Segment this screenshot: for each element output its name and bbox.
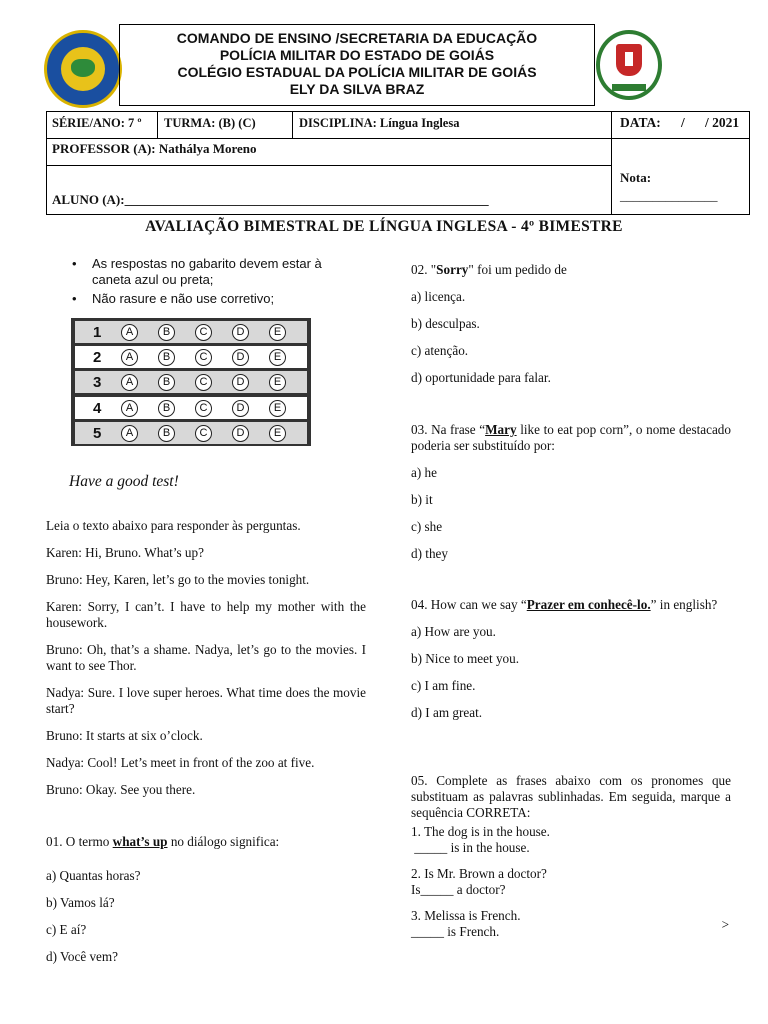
- rule-item: • Não rasure e não use corretivo;: [66, 291, 346, 307]
- item-3-sentence: 3. Melissa is French.: [411, 908, 521, 923]
- grade-label: Nota:: [620, 170, 652, 185]
- item-3-blank[interactable]: _____ is French.: [411, 924, 500, 939]
- answer-bubble[interactable]: D: [232, 324, 249, 341]
- question-02: [411, 262, 731, 386]
- answer-row-number: 4: [93, 399, 102, 417]
- question-04-prompt: 04. How can we say “Prazer em conhecê-lo.” in english?: [411, 597, 718, 612]
- dialogue-line: Bruno: It starts at six o’clock.: [46, 728, 203, 743]
- item-2: [411, 866, 731, 898]
- serie-label: SÉRIE/ANO: 7 º: [52, 116, 142, 130]
- disciplina-cell: [292, 111, 612, 139]
- item-2-sentence: 2. Is Mr. Brown a doctor?: [411, 866, 547, 881]
- reading-section: [46, 518, 366, 798]
- answer-bubble[interactable]: B: [158, 324, 175, 341]
- answer-row-number: 2: [93, 348, 102, 366]
- dialogue-line: Nadya: Sure. I love super heroes. What time does the movie start?: [46, 685, 366, 716]
- answer-bubble[interactable]: B: [158, 400, 175, 417]
- aluno-cell: [46, 165, 612, 215]
- answer-row-number: 5: [93, 424, 102, 442]
- answer-bubble[interactable]: E: [269, 425, 286, 442]
- answer-bubble[interactable]: B: [158, 374, 175, 391]
- rules-list: [66, 256, 346, 310]
- answer-bubble[interactable]: C: [195, 425, 212, 442]
- question-05: [411, 773, 731, 940]
- highlighted-term: what’s up: [112, 834, 168, 849]
- question-01: [46, 834, 366, 965]
- option-b[interactable]: b) desculpas.: [411, 316, 480, 331]
- answer-bubble[interactable]: B: [158, 425, 175, 442]
- answer-row-number: 3: [93, 373, 102, 391]
- school-header: [119, 24, 595, 106]
- header-line-2: POLÍCIA MILITAR DO ESTADO DE GOIÁS: [219, 47, 495, 63]
- good-test-note: Have a good test!: [69, 473, 179, 490]
- answer-bubble[interactable]: D: [232, 425, 249, 442]
- answer-bubble[interactable]: E: [269, 324, 286, 341]
- grade-field[interactable]: _______________: [620, 188, 718, 203]
- dialogue-line: Karen: Sorry, I can’t. I have to help my mother with the housework.: [46, 599, 366, 630]
- option-d[interactable]: d) I am great.: [411, 705, 483, 720]
- school-crest-logo: [596, 30, 662, 100]
- highlighted-term: Prazer em conhecê-lo.: [526, 597, 651, 612]
- turma-label: TURMA: (B) (C): [164, 116, 256, 130]
- question-03-prompt: 03. Na frase “Mary like to eat pop corn”, o nome destacado poderia ser substituído por:: [411, 422, 731, 453]
- option-b[interactable]: b) it: [411, 492, 433, 507]
- answer-bubble[interactable]: A: [121, 349, 138, 366]
- data-cell: [611, 111, 750, 139]
- header-line-3: COLÉGIO ESTADUAL DA POLÍCIA MILITAR DE GOIÁS: [177, 64, 537, 80]
- item-1: [411, 824, 731, 856]
- highlighted-term: Sorry: [436, 262, 469, 277]
- answer-bubble[interactable]: C: [195, 324, 212, 341]
- professor-label: PROFESSOR (A): Nathálya Moreno: [52, 141, 257, 156]
- answer-row: [75, 346, 307, 368]
- serie-cell: [46, 111, 158, 139]
- item-1-sentence: 1. The dog is in the house.: [411, 824, 550, 839]
- answer-row: [75, 321, 307, 343]
- question-04: [411, 597, 731, 721]
- question-01-prompt: 01. O termo what’s up no diálogo significa:: [46, 834, 280, 849]
- disciplina-label: DISCIPLINA: Língua Inglesa: [299, 116, 460, 130]
- option-b[interactable]: b) Nice to meet you.: [411, 651, 520, 666]
- turma-cell: [157, 111, 293, 139]
- answer-bubble[interactable]: D: [232, 400, 249, 417]
- answer-row-number: 1: [93, 323, 102, 341]
- rule-item: • As respostas no gabarito devem estar à caneta azul ou preta;: [66, 256, 346, 288]
- option-a[interactable]: a) Quantas horas?: [46, 868, 141, 883]
- answer-bubble[interactable]: E: [269, 349, 286, 366]
- reading-intro: Leia o texto abaixo para responder às perguntas.: [46, 518, 301, 533]
- item-2-blank[interactable]: Is_____ a doctor?: [411, 882, 506, 897]
- option-d[interactable]: d) Você vem?: [46, 949, 119, 964]
- police-seal-logo: [44, 30, 122, 108]
- answer-bubble[interactable]: E: [269, 400, 286, 417]
- header-line-1: COMANDO DE ENSINO /SECRETARIA DA EDUCAÇÃO: [176, 30, 538, 46]
- dialogue-line: Karen: Hi, Bruno. What’s up?: [46, 545, 204, 560]
- answer-bubble[interactable]: A: [121, 324, 138, 341]
- question-05-prompt: 05. Complete as frases abaixo com os pronomes que substituam as palavras sublinhadas. Em seguida, marque a sequência CORRETA:: [411, 773, 731, 820]
- option-a[interactable]: a) licença.: [411, 289, 466, 304]
- option-c[interactable]: c) atenção.: [411, 343, 469, 358]
- answer-bubble[interactable]: E: [269, 374, 286, 391]
- question-02-prompt: 02. "Sorry" foi um pedido de: [411, 262, 567, 277]
- option-c[interactable]: c) E aí?: [46, 922, 87, 937]
- option-c[interactable]: c) she: [411, 519, 443, 534]
- next-page-arrow: >: [721, 917, 729, 932]
- professor-cell: [46, 138, 612, 166]
- highlighted-term: Mary: [485, 422, 517, 437]
- answer-grid: [71, 318, 311, 446]
- option-a[interactable]: a) he: [411, 465, 437, 480]
- dialogue-line: Bruno: Hey, Karen, let’s go to the movies tonight.: [46, 572, 310, 587]
- option-d[interactable]: d) oportunidade para falar.: [411, 370, 551, 385]
- dialogue-line: Nadya: Cool! Let’s meet in front of the zoo at five.: [46, 755, 315, 770]
- item-1-blank[interactable]: _____ is in the house.: [411, 840, 530, 855]
- student-name-field[interactable]: ALUNO (A):________________________________________________________: [52, 192, 489, 207]
- answer-bubble[interactable]: C: [195, 349, 212, 366]
- answer-row: [75, 397, 307, 419]
- answer-row: [75, 371, 307, 393]
- answer-bubble[interactable]: D: [232, 374, 249, 391]
- seal-emblem-icon: [61, 47, 105, 91]
- answer-bubble[interactable]: C: [195, 374, 212, 391]
- item-3-row: [411, 917, 731, 940]
- answer-bubble[interactable]: A: [121, 374, 138, 391]
- item-3: [411, 908, 731, 940]
- option-c[interactable]: c) I am fine.: [411, 678, 476, 693]
- answer-bubble[interactable]: A: [121, 400, 138, 417]
- date-label: DATA: / / 2021: [620, 115, 740, 130]
- dialogue-line: Bruno: Okay. See you there.: [46, 782, 196, 797]
- exam-title: AVALIAÇÃO BIMESTRAL DE LÍNGUA INGLESA - 4º BIMESTRE: [145, 218, 623, 235]
- nota-cell: [611, 138, 750, 215]
- answer-bubble[interactable]: B: [158, 349, 175, 366]
- answer-bubble[interactable]: C: [195, 400, 212, 417]
- answer-bubble[interactable]: A: [121, 425, 138, 442]
- answer-bubble[interactable]: D: [232, 349, 249, 366]
- question-03: [411, 422, 731, 562]
- option-b[interactable]: b) Vamos lá?: [46, 895, 115, 910]
- option-d[interactable]: d) they: [411, 546, 448, 561]
- answer-row: [75, 422, 307, 444]
- option-a[interactable]: a) How are you.: [411, 624, 496, 639]
- header-line-4: ELY DA SILVA BRAZ: [289, 81, 425, 97]
- dialogue-line: Bruno: Oh, that’s a shame. Nadya, let’s go to the movies. I want to see Thor.: [46, 642, 366, 673]
